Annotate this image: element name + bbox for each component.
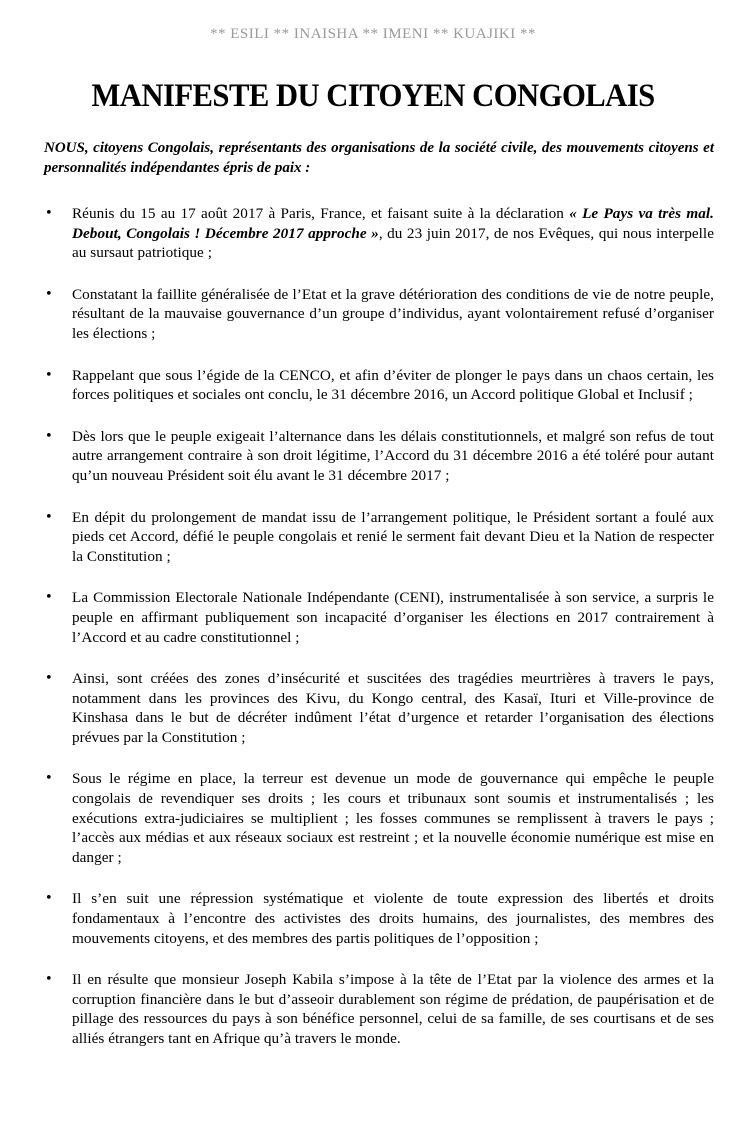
bullet-icon: • (45, 428, 53, 444)
list-item-text: Constatant la faillite généralisée de l’Etat et la grave détérioration des conditions de vie de notre peuple, résultant de la mauvaise gouvernance d’un groupe d’individus, ayant volontairement refusé d’organiser les élections ; (72, 285, 714, 342)
list-item-text: Dès lors que le peuple exigeait l’alternance dans les délais constitutionnels, et malgré son refus de tout autre arrangement contraire à son droit légitime, l’Accord du 31 décembre 2016 a été toléré pour autant qu’un nouveau Président soit élu avant le 31 décembre 2017 ; (72, 427, 714, 484)
bullet-icon: • (45, 891, 53, 907)
bullet-icon: • (45, 286, 53, 302)
bullet-icon: • (45, 590, 53, 606)
list-item-text-before-quote: Réunis du 15 au 17 août 2017 à Paris, France, et faisant suite à la déclaration (72, 205, 570, 222)
list-item (0, 366, 714, 405)
list-item (0, 588, 714, 647)
bullet-icon: • (45, 509, 53, 525)
list-item (0, 669, 714, 747)
bullet-icon: • (45, 367, 53, 383)
considerations-list (0, 204, 746, 1071)
list-item-text: Sous le régime en place, la terreur est devenue un mode de gouvernance qui empêche le peuple congolais de revendiquer ses droits ; les cours et tribunaux sont soumis et instrumentalisés ; les exécutions extra-judiciaires se multiplient ; les fosses communes se remplissent à travers le pays ; l’accès aux médias et aux réseaux sociaux est restreint ; et la nouvelle économie numérique est mise en danger ; (72, 770, 714, 866)
document-title: MANIFESTE DU CITOYEN CONGOLAIS (91, 78, 655, 114)
motto-header: ** ESILI ** INAISHA ** IMENI ** KUAJIKI ** (210, 26, 536, 42)
list-item-text: En dépit du prolongement de mandat issu de l’arrangement politique, le Président sortant a foulé aux pieds cet Accord, défié le peuple congolais et renié le serment fait devant Dieu et la Nation de respecter la Constitution ; (72, 508, 714, 565)
list-item (0, 427, 714, 486)
list-item-text: Il en résulte que monsieur Joseph Kabila s’impose à la tête de l’Etat par la violence des armes et la corruption financière dans le but d’asseoir durablement son régime de prédation, de paupérisation et de pillage des ressources du pays à son bénéfice personnel, celui de sa famille, de ses courtisans et de ses alliés étrangers tant en Afrique qu’à travers le monde. (72, 971, 714, 1047)
list-item-text: Il s’en suit une répression systématique et violente de toute expression des libertés et droits fondamentaux à l’encontre des activistes des droits humains, des journalistes, des membres des mouvements citoyens, et des membres des partis politiques de l’opposition ; (72, 890, 714, 947)
bullet-icon: • (45, 206, 53, 221)
bishops-declaration-quote: « Le Pays va très mal. Debout, Congolais ! Décembre 2017 approche » (72, 205, 714, 242)
list-item-text: La Commission Electorale Nationale Indépendante (CENI), instrumentalisée à son service, a surpris le peuple en affirmant publiquement son incapacité d’organiser les élections en 2017 contrairement à l’Accord et au cadre constitutionnel ; (72, 589, 714, 646)
bullet-icon: • (45, 771, 53, 787)
bullet-icon: • (45, 972, 53, 988)
bullet-icon: • (45, 671, 53, 687)
list-item-text: Rappelant que sous l’égide de la CENCO, et afin d’éviter de plonger le pays dans un chaos certain, les forces politiques et sociales ont conclu, le 31 décembre 2016, un Accord politique Global et Inclusif ; (72, 366, 714, 404)
list-item-text: Ainsi, sont créées des zones d’insécurité et suscitées des tragédies meurtrières à travers le pays, notamment dans les provinces des Kivu, du Kongo central, des Kasaï, Ituri et Ville-province de Kinshasa dans le but de décréter indûment l’état d’urgence et retarder l’organisation des élections prévues par la Constitution ; (72, 670, 714, 746)
list-item (0, 204, 714, 263)
intro-paragraph: NOUS, citoyens Congolais, représentants des organisations de la société civile, des mouvements citoyens et personnalités indépendantes épris de paix : (44, 140, 714, 176)
list-item (0, 508, 714, 567)
list-item (0, 889, 714, 948)
list-item (0, 769, 714, 867)
list-item (0, 970, 714, 1048)
list-item-text (72, 204, 714, 263)
list-item-text-after-quote: , du 23 juin 2017, de nos Evêques, qui nous interpelle au sursaut patriotique ; (72, 224, 714, 262)
list-item (0, 285, 714, 344)
